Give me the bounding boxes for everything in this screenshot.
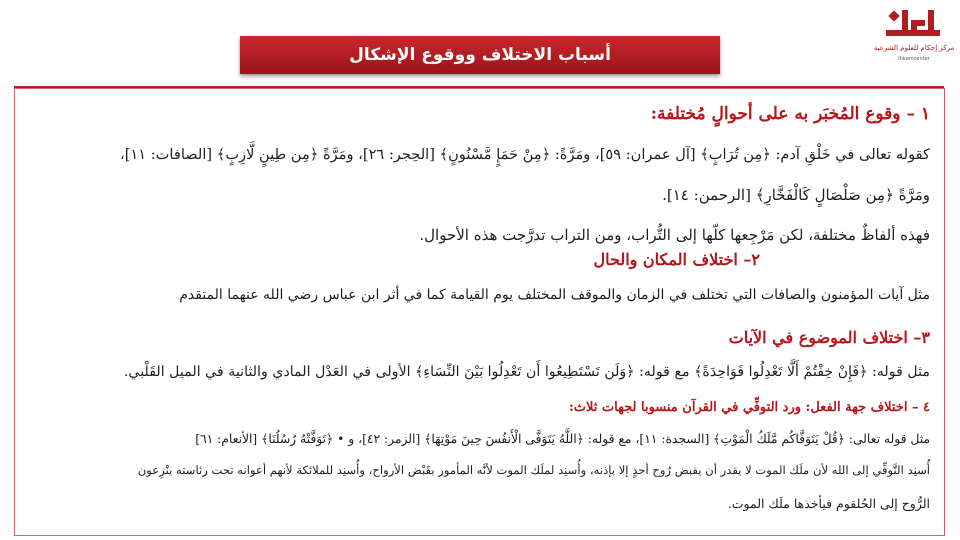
- section1-line1: كقوله تعالى في خَلْقِ آدم: ﴿مِن تُرَابٍ﴾ [آل عمران: ٥٩]، ومَرَّةً: ﴿مِنْ حَمَإٍ مَّسْنُونٍ﴾ [الحِجر: ٢٦]، ومَرَّةً ﴿مِن طِينٍ لَّازِبٍ﴾ [الصافات: ١١]،: [120, 146, 930, 163]
- ihkam-logo: [873, 6, 955, 78]
- logo-subtitle: مركز إحكام للعلوم الشرعية: [873, 44, 955, 52]
- logo-mark-icon: [884, 6, 944, 42]
- section1-line3: فهذه ألفاظٌ مختلفة، لكن مَرْجِعها كلّها إلى التُّراب، ومن التراب تدرَّجت هذه الأحوال.: [419, 226, 930, 244]
- section4-line1: مثل قوله تعالى: ﴿قُلْ يَتَوَفَّاكُم مَّلَكُ الْمَوْتِ﴾ [السجدة: ١١]، مع قوله: ﴿اللَّهُ يَتَوَفَّى الْأَنفُسَ حِينَ مَوْتِهَا﴾ [الزمر: ٤٢]، و • ﴿تَوَفَّتْهُ رُسُلُنَا﴾ [الأنعام: ٦١]: [195, 432, 930, 446]
- section2-heading: ٢– اختلاف المكان والحال: [593, 250, 760, 269]
- section1-line2: ومَرَّةً ﴿مِن صَلْصَالٍ كَالْفَخَّارِ﴾ [الرحمن: ١٤].: [662, 186, 930, 204]
- slide-title: أسباب الاختلاف ووقوع الإشكال: [240, 36, 720, 74]
- section4-heading: ٤ – اختلاف جهة الفعل: ورد التوفِّي في القرآن منسوبا لجهات ثلاث:: [568, 400, 930, 415]
- section3-heading: ٣– اختلاف الموضوع في الآيات: [728, 328, 930, 347]
- section2-line1: مثل آيات المؤمنون والصافات التي تختلف في الزمان والموقف المختلف يوم القيامة كما في أثر ابن عباس رضي الله عنهما المتقدم: [179, 287, 930, 303]
- logo-tagline: Ihkamcenter: [898, 56, 930, 62]
- section4-line3: الرُّوح إلى الحُلقوم فيأخذها ملَك الموت.: [727, 496, 930, 511]
- section4-line2: أُسنِد التَّوفِّي إلى الله لأن ملَك الموت لا يقدر أن يقبض رُوح أحدٍ إلا بإذنه، وأُسنِد لملَك الموت لأنَّه المأمور بقَبْض الأرواح، وأُسنِد للملائكة لأنهم أعوانه تحت رئاسته ينْزِعون: [137, 463, 930, 477]
- section3-line1: مثل قوله: ﴿فَإِنْ خِفْتُمْ أَلَّا تَعْدِلُوا فَوَاحِدَةً﴾ مع قوله: ﴿وَلَن تَسْتَطِيعُوا أَن تَعْدِلُوا بَيْنَ النِّسَاءِ﴾ الأولى في العَدْل المادي والثانية في الميل القَلْبي.: [123, 364, 930, 380]
- section1-heading: ١ – وقوع المُخبَر به على أحوالٍ مُختلفة:: [650, 104, 930, 124]
